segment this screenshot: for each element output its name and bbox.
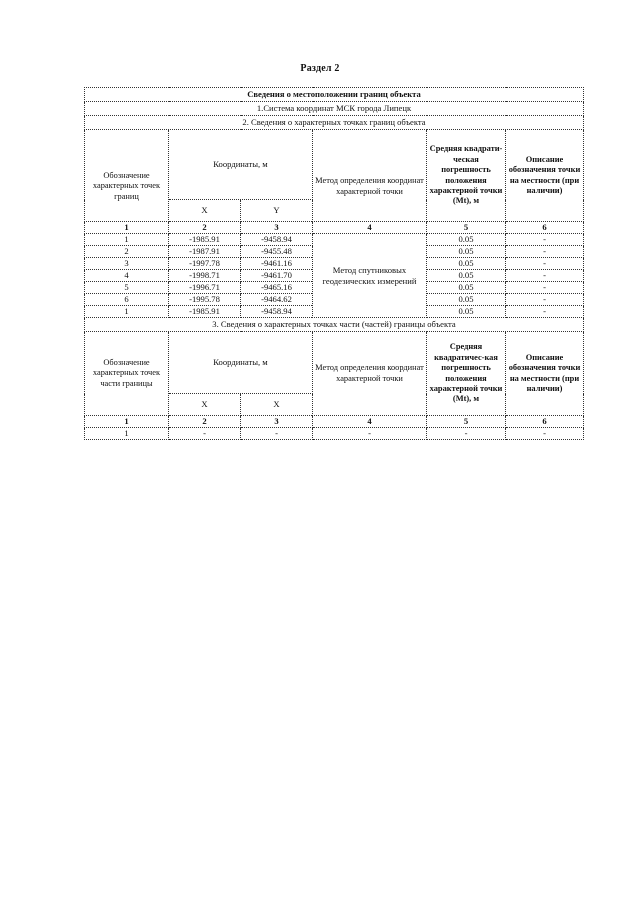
x-cell: -1997.78 (169, 258, 241, 270)
col-number: 1 (85, 222, 169, 234)
x-cell: -1985.91 (169, 234, 241, 246)
header-error: Средняя квадрати-ческая погрешность положения характерной точки (Mt), м (427, 130, 506, 222)
part3-header-row (85, 332, 584, 394)
part3-title-row (85, 318, 584, 332)
y-cell: -9461.16 (241, 258, 313, 270)
header-coords: Координаты, м (169, 130, 313, 200)
error-cell: - (427, 428, 506, 440)
description-cell: - (506, 282, 584, 294)
part2-header-row (85, 130, 584, 200)
part2-title-row (85, 116, 584, 130)
header-x: X (169, 200, 241, 222)
y-cell: -9465.16 (241, 282, 313, 294)
x-cell: -1998.71 (169, 270, 241, 282)
coord-system: 1.Система координат МСК города Липецк (85, 102, 584, 116)
header-x: X (169, 394, 241, 416)
col-number: 6 (506, 222, 584, 234)
col-number: 2 (169, 222, 241, 234)
point-cell: 1 (85, 234, 169, 246)
description-cell: - (506, 428, 584, 440)
error-cell: 0.05 (427, 282, 506, 294)
table-banner: Сведения о местоположении границ объекта (85, 88, 584, 102)
coord-system-row (85, 102, 584, 116)
error-cell: 0.05 (427, 246, 506, 258)
y-cell: -9464.62 (241, 294, 313, 306)
point-cell: 1 (85, 428, 169, 440)
header-coords: Координаты, м (169, 332, 313, 394)
col-number: 5 (427, 416, 506, 428)
y-cell: -9458.94 (241, 234, 313, 246)
header-description: Описание обозначения точки на местности (при наличии) (506, 332, 584, 416)
description-cell: - (506, 294, 584, 306)
boundary-table (84, 87, 584, 440)
error-cell: 0.05 (427, 234, 506, 246)
col-number: 3 (241, 222, 313, 234)
header-description: Описание обозначения точки на местности (при наличии) (506, 130, 584, 222)
y-cell: -9461.70 (241, 270, 313, 282)
header-y: Y (241, 200, 313, 222)
col-number: 1 (85, 416, 169, 428)
description-cell: - (506, 306, 584, 318)
error-cell: 0.05 (427, 306, 506, 318)
x-cell: -1985.91 (169, 306, 241, 318)
description-cell: - (506, 270, 584, 282)
point-cell: 1 (85, 306, 169, 318)
x-cell: -1995.78 (169, 294, 241, 306)
point-cell: 3 (85, 258, 169, 270)
y-cell: -9455.48 (241, 246, 313, 258)
y-cell: - (241, 428, 313, 440)
col-number: 4 (313, 416, 427, 428)
description-cell: - (506, 258, 584, 270)
col-number: 6 (506, 416, 584, 428)
table-row (85, 234, 584, 246)
banner-row (85, 88, 584, 102)
header-error: Средняя квадратичес-кая погрешность положения характерной точки (Mt), м (427, 332, 506, 416)
header-method: Метод определения координат характерной точки (313, 130, 427, 222)
x-cell: -1996.71 (169, 282, 241, 294)
col-number: 2 (169, 416, 241, 428)
x-cell: -1987.91 (169, 246, 241, 258)
part3-colnum-row (85, 416, 584, 428)
point-cell: 4 (85, 270, 169, 282)
header-y: X (241, 394, 313, 416)
header-method: Метод определения координат характерной точки (313, 332, 427, 416)
x-cell: - (169, 428, 241, 440)
part2-title: 2. Сведения о характерных точках границ объекта (85, 116, 584, 130)
col-number: 4 (313, 222, 427, 234)
section-title: Раздел 2 (300, 63, 340, 74)
table-row (85, 428, 584, 440)
method-cell: - (313, 428, 427, 440)
error-cell: 0.05 (427, 258, 506, 270)
col-number: 3 (241, 416, 313, 428)
y-cell: -9458.94 (241, 306, 313, 318)
header-point: Обозначение характерных точек границ (85, 130, 169, 222)
part3-title: 3. Сведения о характерных точках части (частей) границы объекта (85, 318, 584, 332)
point-cell: 5 (85, 282, 169, 294)
point-cell: 2 (85, 246, 169, 258)
header-point: Обозначение характерных точек части границы (85, 332, 169, 416)
part2-colnum-row (85, 222, 584, 234)
method-cell: Метод спутниковых геодезических измерений (313, 234, 427, 318)
description-cell: - (506, 234, 584, 246)
error-cell: 0.05 (427, 294, 506, 306)
point-cell: 6 (85, 294, 169, 306)
description-cell: - (506, 246, 584, 258)
error-cell: 0.05 (427, 270, 506, 282)
col-number: 5 (427, 222, 506, 234)
